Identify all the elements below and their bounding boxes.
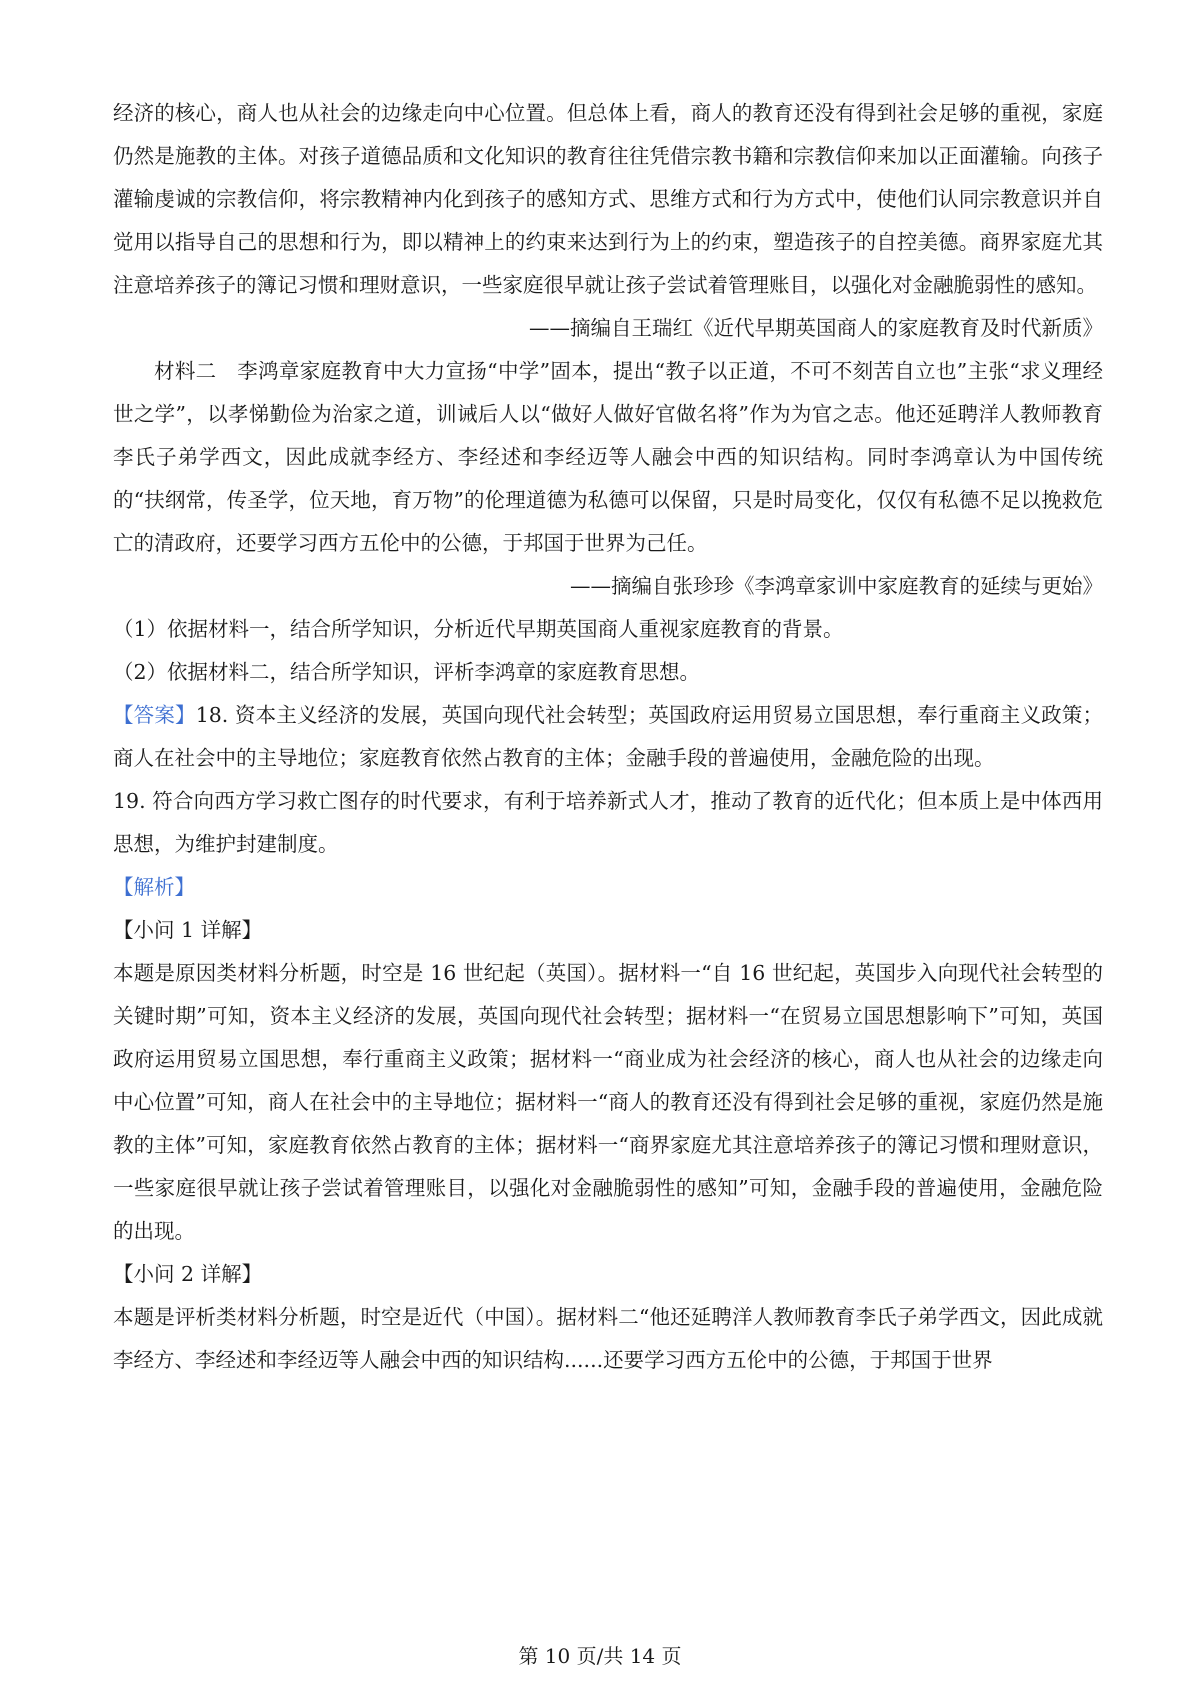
analysis-heading — [113, 866, 1103, 909]
answer-18-text: 18. 资本主义经济的发展，英国向现代社会转型；英国政府运用贸易立国思想，奉行重商主义政策；商人在社会中的主导地位；家庭教育依然占教育的主体；金融手段的普遍使用，金融危险的出现。 — [113, 703, 1103, 770]
answer-19: 19. 符合向西方学习救亡图存的时代要求，有利于培养新式人才，推动了教育的近代化；但本质上是中体西用思想，为维护封建制度。 — [113, 789, 1103, 856]
question-2: （2）依据材料二，结合所学知识，评析李鸿章的家庭教育思想。 — [113, 660, 701, 684]
material1-continued-paragraph: 经济的核心，商人也从社会的边缘走向中心位置。但总体上看，商人的教育还没有得到社会足够的重视，家庭仍然是施教的主体。对孩子道德品质和文化知识的教育往往凭借宗教书籍和宗教信仰来加以正面灌输。向孩子灌输虔诚的宗教信仰，将宗教精神内化到孩子的感知方式、思维方式和行为方式中，使他们认同宗教意识并自觉用以指导自己的思想和行为，即以精神上的约束来达到行为上的约束，塑造孩子的自控美德。商界家庭尤其注意培养孩子的簿记习惯和理财意识，一些家庭很早就让孩子尝试着管理账目，以强化对金融脆弱性的感知。 — [113, 101, 1103, 297]
page-footer: 第 10 页/共 14 页 — [518, 1644, 682, 1668]
sub-question-2-body: 本题是评析类材料分析题，时空是近代（中国）。据材料二“他还延聘洋人教师教育李氏子弟学西文，因此成就李经方、李经述和李经迈等人融会中西的知识结构......还要学习西方五伦中的公德，于邦国于世界 — [113, 1305, 1103, 1372]
material2-paragraph: 材料二 李鸿章家庭教育中大力宣扬“中学”固本，提出“教子以正道，不可不刻苦自立也”主张“求义理经世之学”，以孝悌勤俭为治家之道，训诫后人以“做好人做好官做名将”作为为官之志。他还延聘洋人教师教育李氏子弟学西文，因此成就李经方、李经述和李经迈等人融会中西的知识结构。同时李鸿章认为中国传统的“扶纲常，传圣学，位天地，育万物”的伦理道德为私德可以保留，只是时局变化，仅仅有私德不足以挽救危亡的清政府，还要学习西方五伦中的公德，于邦国于世界为己任。 — [113, 359, 1103, 555]
answer-18 — [113, 694, 1103, 780]
sub-question-2-title: 【小问 2 详解】 — [113, 1262, 263, 1286]
citation-1: ——摘编自王瑞红《近代早期英国商人的家庭教育及时代新质》 — [529, 316, 1103, 340]
question-1: （1）依据材料一，结合所学知识，分析近代早期英国商人重视家庭教育的背景。 — [113, 617, 844, 641]
page-content — [113, 92, 1103, 1382]
citation-2: ——摘编自张珍珍《李鸿章家训中家庭教育的延续与更始》 — [570, 574, 1103, 598]
sub-question-1-title: 【小问 1 详解】 — [113, 918, 263, 942]
analysis-tag: 【解析】 — [113, 875, 195, 899]
answer-tag: 【答案】 — [113, 703, 196, 727]
sub-question-1-body: 本题是原因类材料分析题，时空是 16 世纪起（英国）。据材料一“自 16 世纪起，英国步入向现代社会转型的关键时期”可知，资本主义经济的发展，英国向现代社会转型；据材料一“在贸易立国思想影响下”可知，英国政府运用贸易立国思想，奉行重商主义政策；据材料一“商业成为社会经济的核心，商人也从社会的边缘走向中心位置”可知，商人在社会中的主导地位；据材料一“商人的教育还没有得到社会足够的重视，家庭仍然是施教的主体”可知，家庭教育依然占教育的主体；据材料一“商界家庭尤其注意培养孩子的簿记习惯和理财意识，一些家庭很早就让孩子尝试着管理账目，以强化对金融脆弱性的感知”可知，金融手段的普遍使用，金融危险的出现。 — [113, 961, 1103, 1243]
